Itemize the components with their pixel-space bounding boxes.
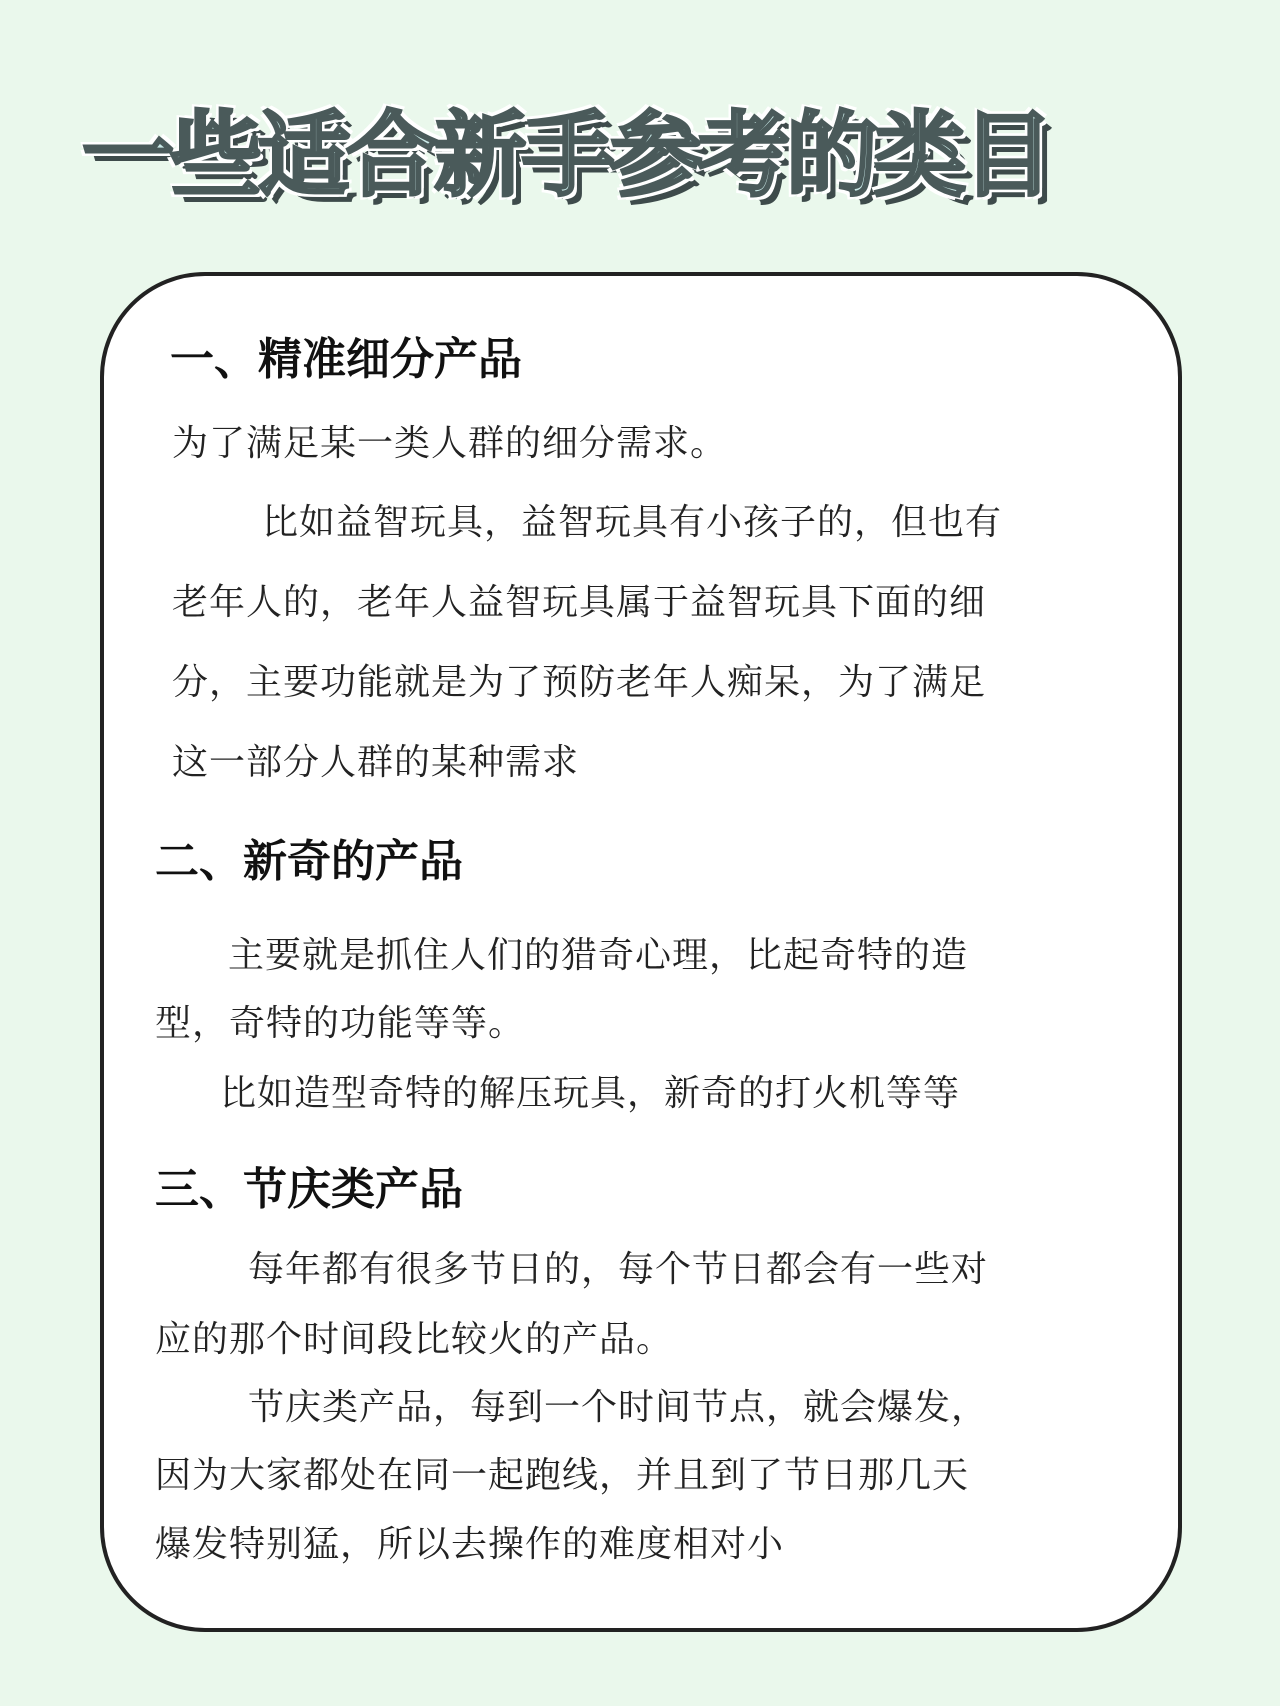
section-heading-festival-products: 三、节庆类产品 [155, 1164, 463, 1215]
section-1-line-2: 比如益智玩具，益智玩具有小孩子的，但也有 [262, 502, 1003, 543]
section-1-line-5: 这一部分人群的某种需求 [172, 742, 580, 783]
section-2-line-2: 型，奇特的功能等等。 [155, 1003, 526, 1044]
section-2-line-3: 比如造型奇特的解压玩具，新奇的打火机等等 [220, 1073, 961, 1114]
section-1-line-3: 老年人的，老年人益智玩具属于益智玩具下面的细 [172, 582, 987, 623]
section-1-line-1: 为了满足某一类人群的细分需求。 [172, 423, 728, 464]
section-1-line-4: 分，主要功能就是为了预防老年人痴呆，为了满足 [172, 662, 987, 703]
section-2-line-1: 主要就是抓住人们的猎奇心理，比起奇特的造 [228, 935, 969, 976]
section-3-line-1: 每年都有很多节日的，每个节日都会有一些对 [248, 1249, 989, 1290]
section-3-line-3: 节庆类产品，每到一个时间节点，就会爆发， [248, 1387, 989, 1428]
section-heading-novel-products: 二、新奇的产品 [155, 836, 463, 887]
page-title: 一些适合新手参考的类目 [82, 102, 1051, 209]
section-3-line-5: 爆发特别猛，所以去操作的难度相对小 [155, 1524, 785, 1565]
section-heading-segmented-products: 一、精准细分产品 [170, 334, 522, 385]
section-3-line-4: 因为大家都处在同一起跑线，并且到了节日那几天 [155, 1455, 970, 1496]
section-3-line-2: 应的那个时间段比较火的产品。 [155, 1319, 674, 1360]
